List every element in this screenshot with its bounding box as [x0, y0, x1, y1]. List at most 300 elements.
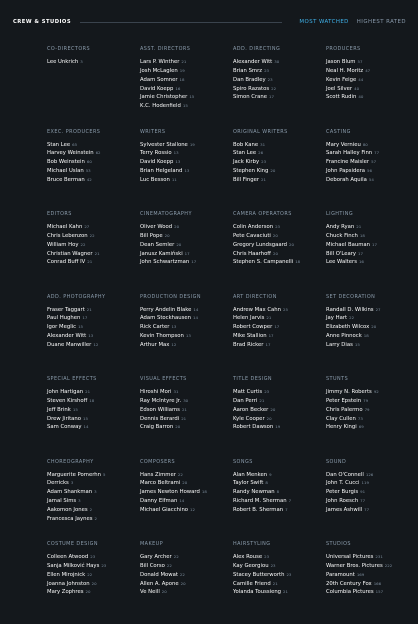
crew-member-link[interactable] [326, 488, 396, 497]
crew-member-link[interactable] [233, 223, 326, 232]
crew-member-name: Joel Silver [326, 85, 353, 92]
film-count: 27 [375, 306, 381, 312]
crew-member-name: Peter Burgis [326, 489, 359, 496]
crew-member-link[interactable] [326, 562, 396, 571]
crew-member-link[interactable] [47, 562, 140, 571]
category-title: CO-DIRECTORS [47, 46, 91, 52]
film-count: 169 [356, 571, 365, 577]
crew-member-name: Dan Bradley [233, 76, 266, 83]
crew-member-link[interactable] [140, 388, 233, 397]
crew-member-link[interactable] [233, 306, 326, 315]
film-count: 79 [363, 397, 369, 403]
crew-member-name: Andrew Max Cahn [233, 306, 281, 313]
film-count: 18 [359, 232, 365, 238]
category-title: STUDIOS [326, 541, 351, 547]
crew-category [326, 211, 396, 294]
film-count: 119 [361, 480, 369, 486]
film-count: 14 [192, 315, 198, 321]
crew-member-link[interactable] [326, 223, 396, 232]
film-count: 16 [175, 85, 181, 91]
film-count: 2 [94, 515, 98, 521]
crew-member-name: David Koepp [140, 85, 174, 92]
crew-category [326, 294, 396, 377]
crew-member-name: Craig Barron [140, 424, 174, 431]
crew-member-link[interactable] [233, 553, 326, 562]
film-count: 15 [72, 406, 78, 412]
crew-member-name: Sarah Halley Finn [326, 150, 373, 157]
crew-member-link[interactable] [326, 332, 396, 341]
crew-member-link[interactable] [233, 58, 326, 67]
crew-member-name: Bob Kane [233, 141, 259, 148]
crew-member-link[interactable] [233, 93, 326, 102]
film-count: 18 [363, 333, 369, 339]
category-title: ASST. DIRECTORS [140, 46, 191, 52]
category-title: ORIGINAL WRITERS [233, 128, 288, 135]
category-title: VISUAL EFFECTS [140, 376, 187, 382]
crew-member-name: Paul Hughen [47, 315, 81, 322]
crew-member-link[interactable] [233, 67, 326, 76]
crew-member-name: John Hartigan [47, 389, 84, 395]
crew-member-link[interactable] [140, 167, 233, 176]
crew-member-name: Peter Epstein [326, 397, 362, 404]
crew-member-name: Ve Neill [140, 589, 160, 596]
crew-member-link[interactable] [47, 488, 140, 497]
crew-member-link[interactable] [140, 323, 233, 332]
crew-member-link[interactable] [47, 553, 140, 562]
crew-member-link[interactable] [326, 423, 396, 432]
crew-member-link[interactable] [326, 497, 396, 506]
crew-member-link[interactable] [47, 423, 140, 432]
crew-member-name: Adam Stockhausen [140, 315, 191, 322]
crew-member-name: Adam Somner [140, 76, 178, 83]
crew-member-link[interactable] [233, 388, 326, 397]
category-title: SONGS [233, 458, 253, 465]
category-title: EDITORS [47, 211, 72, 217]
crew-member-link[interactable] [140, 58, 233, 67]
crew-member-link[interactable] [326, 314, 396, 323]
crew-member-link[interactable] [233, 588, 326, 597]
crew-member-name: Aakomon Jones [47, 506, 88, 513]
crew-member-link[interactable] [233, 258, 326, 267]
crew-member-link[interactable] [140, 506, 233, 515]
crew-member-link[interactable] [326, 388, 396, 397]
film-count: 91 [360, 489, 366, 495]
film-count: 54 [368, 176, 374, 182]
crew-member-name: Taylor Swift [233, 480, 264, 487]
crew-member-link[interactable] [233, 85, 326, 94]
crew-member-name: Kevin Feige [326, 76, 357, 83]
category-title: COSTUME DESIGN [47, 541, 98, 547]
crew-member-link[interactable] [233, 341, 326, 350]
crew-member-link[interactable] [47, 397, 140, 406]
crew-member-link[interactable] [140, 479, 233, 488]
film-count: 23 [264, 554, 270, 559]
crew-member-link[interactable] [233, 141, 326, 150]
crew-member-name: Bruce Berman [47, 176, 85, 183]
crew-member-link[interactable] [140, 580, 233, 589]
crew-member-name: Steven Kirshoff [47, 397, 88, 404]
crew-member-link[interactable] [233, 562, 326, 571]
film-count: 62 [95, 150, 101, 156]
crew-member-link[interactable] [47, 223, 140, 232]
section-title: CREW & STUDIOS [13, 19, 72, 25]
film-count: 20 [371, 324, 377, 330]
film-count: 21 [181, 406, 187, 412]
crew-category [233, 211, 326, 294]
film-count: 20 [161, 589, 167, 595]
crew-member-name: Francine Maisler [326, 159, 370, 166]
crew-member-link[interactable] [326, 76, 396, 85]
crew-member-link[interactable] [326, 93, 396, 102]
crew-member-link[interactable] [140, 471, 233, 480]
crew-member-name: Jay Hart [326, 315, 348, 322]
crew-member-link[interactable] [140, 250, 233, 259]
crew-member-link[interactable] [233, 250, 326, 259]
crew-member-name: Deborah Aquila [326, 176, 367, 183]
crew-member-link[interactable] [47, 258, 140, 267]
crew-member-link[interactable] [326, 471, 396, 480]
crew-member-link[interactable] [326, 250, 396, 259]
crew-member-link[interactable] [47, 580, 140, 589]
crew-member-name: Robert Dawson [233, 424, 274, 431]
crew-member-link[interactable] [140, 423, 233, 432]
crew-member-name: Lee Walters [326, 259, 357, 266]
film-count: 23 [101, 562, 107, 568]
film-count: 17 [268, 333, 274, 339]
crew-member-link[interactable] [140, 223, 233, 232]
film-count: 14 [179, 498, 185, 504]
category-title: PRODUCTION DESIGN [140, 293, 201, 300]
crew-category [326, 46, 396, 129]
sort-highest-rated[interactable]: HIGHEST RATED [356, 19, 406, 25]
crew-member-link[interactable] [326, 406, 396, 415]
category-title: MAKEUP [140, 541, 164, 547]
crew-member-name: Sylvester Stallone [140, 141, 188, 148]
film-count: 20 [289, 241, 294, 247]
crew-member-name: Neal H. Moritz [326, 67, 364, 74]
crew-member-link[interactable] [140, 588, 233, 597]
film-count: 22 [166, 562, 172, 568]
film-count: 21 [87, 259, 93, 265]
crew-member-name: Chris Palermo [326, 406, 363, 413]
crew-member-name: Aaron Becker [233, 406, 269, 413]
crew-category [140, 541, 233, 624]
crew-member-link[interactable] [233, 158, 326, 167]
crew-member-name: James Ashwill [326, 506, 363, 513]
crew-member-link[interactable] [47, 167, 140, 176]
crew-member-link[interactable] [326, 323, 396, 332]
crew-member-link[interactable] [140, 93, 233, 102]
film-count: 20 [175, 424, 181, 430]
film-count: 17 [265, 341, 271, 347]
crew-member-name: Hiroshi Mori [140, 389, 172, 395]
crew-member-link[interactable] [326, 85, 396, 94]
crew-member-link[interactable] [233, 423, 326, 432]
film-count: 20 [182, 480, 188, 486]
crew-member-link[interactable] [47, 479, 140, 488]
crew-member-name: John Schwartzman [140, 259, 190, 266]
film-count: 21 [181, 59, 187, 64]
crew-member-link[interactable] [326, 67, 396, 76]
crew-member-name: Stacey Butterworth [233, 571, 285, 578]
crew-member-link[interactable] [47, 323, 140, 332]
crew-member-link[interactable] [326, 571, 396, 580]
crew-member-link[interactable] [326, 58, 396, 67]
crew-member-link[interactable] [326, 415, 396, 424]
crew-member-name: Michael Kahn [47, 224, 83, 230]
crew-member-link[interactable] [140, 314, 233, 323]
crew-member-name: Rick Carter [140, 324, 170, 331]
crew-member-link[interactable] [47, 571, 140, 580]
crew-member-name: Danny Elfman [140, 498, 178, 505]
crew-member-link[interactable] [326, 341, 396, 350]
crew-member-name: Bill O'Leary [326, 250, 357, 257]
crew-member-link[interactable] [140, 85, 233, 94]
crew-member-link[interactable] [233, 241, 326, 250]
film-count: 20 [272, 250, 278, 256]
crew-member-name: Jamal Sims [47, 498, 77, 505]
crew-member-link[interactable] [47, 497, 140, 506]
crew-member-link[interactable] [233, 479, 326, 488]
crew-member-link[interactable] [140, 415, 233, 424]
crew-member-name: Bill Finger [233, 176, 260, 183]
crew-member-link[interactable] [233, 397, 326, 406]
crew-member-name: John T. Cucci [326, 480, 360, 487]
category-title: EXEC. PRODUCERS [47, 128, 101, 135]
crew-member-link[interactable] [47, 314, 140, 323]
crew-member-link[interactable] [47, 158, 140, 167]
crew-member-name: Clay Cullen [326, 415, 356, 422]
crew-member-name: Ray McIntyre Jr. [140, 397, 182, 404]
crew-member-link[interactable] [233, 232, 326, 241]
crew-member-link[interactable] [47, 415, 140, 424]
crew-member-link[interactable] [47, 506, 140, 515]
film-count: 19 [189, 141, 195, 147]
crew-member-name: Randall D. Wilkins [326, 306, 374, 313]
film-count: 21 [259, 397, 265, 403]
film-count: 8 [265, 480, 268, 486]
crew-member-name: Andy Ryan [326, 224, 355, 230]
film-count: 12 [93, 341, 99, 347]
crew-member-link[interactable] [47, 250, 140, 259]
crew-member-link[interactable] [47, 388, 140, 397]
crew-member-link[interactable] [140, 553, 233, 562]
crew-member-name: Brian Helgeland [140, 168, 183, 175]
crew-member-name: Alan Menken [233, 471, 268, 478]
crew-member-link[interactable] [47, 515, 140, 524]
crew-member-link[interactable] [326, 258, 396, 267]
crew-member-link[interactable] [326, 553, 396, 562]
crew-member-link[interactable] [233, 76, 326, 85]
crew-member-link[interactable] [140, 497, 233, 506]
crew-member-link[interactable] [47, 306, 140, 315]
category-title: ADD. DIRECTING [233, 46, 281, 52]
crew-member-name: Terry Rossio [140, 150, 172, 157]
crew-member-link[interactable] [233, 176, 326, 185]
crew-member-link[interactable] [326, 232, 396, 241]
crew-member-link[interactable] [140, 258, 233, 267]
crew-member-link[interactable] [140, 67, 233, 76]
crew-member-link[interactable] [326, 506, 396, 515]
crew-member-name: Stan Lee [233, 150, 257, 157]
crew-member-name: Robert B. Sherman [233, 506, 284, 513]
crew-member-name: Bob Weinstein [47, 159, 85, 166]
film-count: 17 [82, 315, 88, 321]
crew-member-name: Sam Conway [47, 424, 82, 431]
crew-member-link[interactable] [140, 562, 233, 571]
crew-member-link[interactable] [326, 588, 396, 597]
crew-category [326, 129, 396, 212]
film-count: 157 [375, 589, 384, 595]
crew-member-link[interactable] [233, 571, 326, 580]
crew-member-link[interactable] [140, 332, 233, 341]
crew-member-name: Ellen Mirojnick [47, 571, 86, 578]
crew-member-link[interactable] [140, 158, 233, 167]
crew-member-link[interactable] [326, 241, 396, 250]
crew-member-link[interactable] [233, 332, 326, 341]
crew-member-link[interactable] [233, 406, 326, 415]
crew-member-link[interactable] [233, 167, 326, 176]
film-count: 17 [191, 259, 197, 265]
crew-member-name: Lars P. Winther [140, 59, 180, 65]
crew-member-link[interactable] [326, 141, 396, 150]
crew-member-link[interactable] [140, 176, 233, 185]
crew-member-name: Dan O'Connell [326, 471, 364, 478]
crew-member-name: Randy Newman [233, 489, 275, 496]
crew-member-link[interactable] [47, 332, 140, 341]
crew-member-name: Brad Ricker [233, 341, 264, 348]
crew-member-link[interactable] [47, 176, 140, 185]
category-title: SPECIAL EFFECTS [47, 376, 97, 382]
film-count: 231 [375, 554, 383, 559]
crew-member-link[interactable] [47, 471, 140, 480]
crew-member-name: Bill Pope [140, 232, 163, 239]
crew-member-link[interactable] [140, 571, 233, 580]
crew-member-link[interactable] [47, 241, 140, 250]
crew-member-link[interactable] [47, 406, 140, 415]
film-count: 3 [78, 498, 81, 504]
crew-category [140, 459, 233, 542]
film-count: 21 [283, 589, 288, 595]
crew-member-link[interactable] [326, 580, 396, 589]
crew-category [233, 459, 326, 542]
film-count: 80 [362, 141, 368, 147]
crew-member-name: 20th Century Fox [326, 580, 372, 587]
category-title: CINEMATOGRAPHY [140, 211, 192, 217]
film-count: 13 [184, 168, 190, 174]
crew-member-link[interactable] [47, 149, 140, 158]
crew-member-link[interactable] [233, 323, 326, 332]
film-count: 17 [269, 94, 274, 100]
crew-member-link[interactable] [140, 397, 233, 406]
category-title: STUNTS [326, 376, 349, 382]
film-count: 22 [87, 571, 93, 577]
film-count: 31 [260, 141, 266, 147]
crew-member-link[interactable] [233, 314, 326, 323]
crew-member-link[interactable] [233, 497, 326, 506]
crew-member-name: Luc Besson [140, 176, 170, 183]
crew-member-link[interactable] [233, 488, 326, 497]
crew-member-link[interactable] [140, 406, 233, 415]
crew-member-link[interactable] [140, 102, 233, 111]
crew-member-name: Kay Georgiou [233, 562, 269, 569]
crew-member-name: Spiro Razatos [233, 85, 270, 92]
crew-member-link[interactable] [233, 580, 326, 589]
crew-member-name: Paramount [326, 571, 355, 578]
crew-member-link[interactable] [140, 232, 233, 241]
film-count: 23 [264, 389, 270, 394]
crew-member-link[interactable] [233, 506, 326, 515]
crew-member-name: Oliver Wood [140, 224, 173, 230]
film-count: 23 [264, 67, 270, 73]
crew-member-name: Camille Friend [233, 580, 271, 587]
crew-member-link[interactable] [140, 488, 233, 497]
crew-member-name: Chuck Finch [326, 232, 358, 239]
crew-member-link[interactable] [140, 141, 233, 150]
crew-member-link[interactable] [140, 149, 233, 158]
crew-member-link[interactable] [47, 341, 140, 350]
crew-member-link[interactable] [233, 415, 326, 424]
crew-member-link[interactable] [140, 306, 233, 315]
sort-most-watched[interactable]: MOST WATCHED [299, 19, 349, 25]
crew-member-link[interactable] [326, 397, 396, 406]
crew-member-link[interactable] [47, 58, 140, 67]
crew-member-name: Josh McLaglen [140, 67, 178, 74]
film-count: 13 [185, 333, 191, 339]
film-count: 42 [86, 176, 92, 182]
crew-member-link[interactable] [47, 588, 140, 597]
crew-member-name: Edson Williams [140, 406, 180, 413]
category-title: CAMERA OPERATORS [233, 211, 292, 217]
crew-member-link[interactable] [233, 471, 326, 480]
film-count: 31 [173, 389, 179, 394]
crew-member-name: Michael Bauman [326, 241, 370, 248]
crew-member-link[interactable] [233, 149, 326, 158]
film-count: 60 [86, 159, 92, 165]
crew-member-link[interactable] [140, 241, 233, 250]
crew-member-link[interactable] [47, 232, 140, 241]
crew-member-link[interactable] [140, 76, 233, 85]
crew-member-link[interactable] [326, 176, 396, 185]
crew-member-link[interactable] [326, 149, 396, 158]
film-count: 12 [171, 341, 177, 347]
crew-member-link[interactable] [326, 479, 396, 488]
crew-member-link[interactable] [326, 306, 396, 315]
crew-member-name: Scott Rudin [326, 94, 357, 101]
crew-member-link[interactable] [140, 341, 233, 350]
film-count: 27 [84, 224, 90, 229]
film-count: 20 [180, 580, 186, 586]
film-count: 69 [358, 424, 364, 430]
film-count: 21 [261, 176, 266, 182]
film-count: 20 [270, 168, 276, 174]
crew-member-link[interactable] [326, 158, 396, 167]
crew-member-name: Fraser Taggart [47, 306, 85, 313]
crew-category [233, 376, 326, 459]
film-count: 53 [85, 168, 91, 174]
crew-member-name: Mary Zophres [47, 589, 84, 596]
category-title: ART DIRECTION [233, 293, 277, 300]
film-count: 18 [89, 397, 95, 403]
film-count: 15 [354, 341, 360, 347]
crew-member-name: Alexander Witt [233, 59, 273, 65]
crew-member-name: Harvey Weinstein [47, 150, 94, 157]
crew-member-link[interactable] [47, 141, 140, 150]
crew-category [140, 294, 233, 377]
crew-member-name: Brian Smrz [233, 67, 263, 74]
film-count: 23 [261, 159, 267, 165]
crew-member-link[interactable] [326, 167, 396, 176]
